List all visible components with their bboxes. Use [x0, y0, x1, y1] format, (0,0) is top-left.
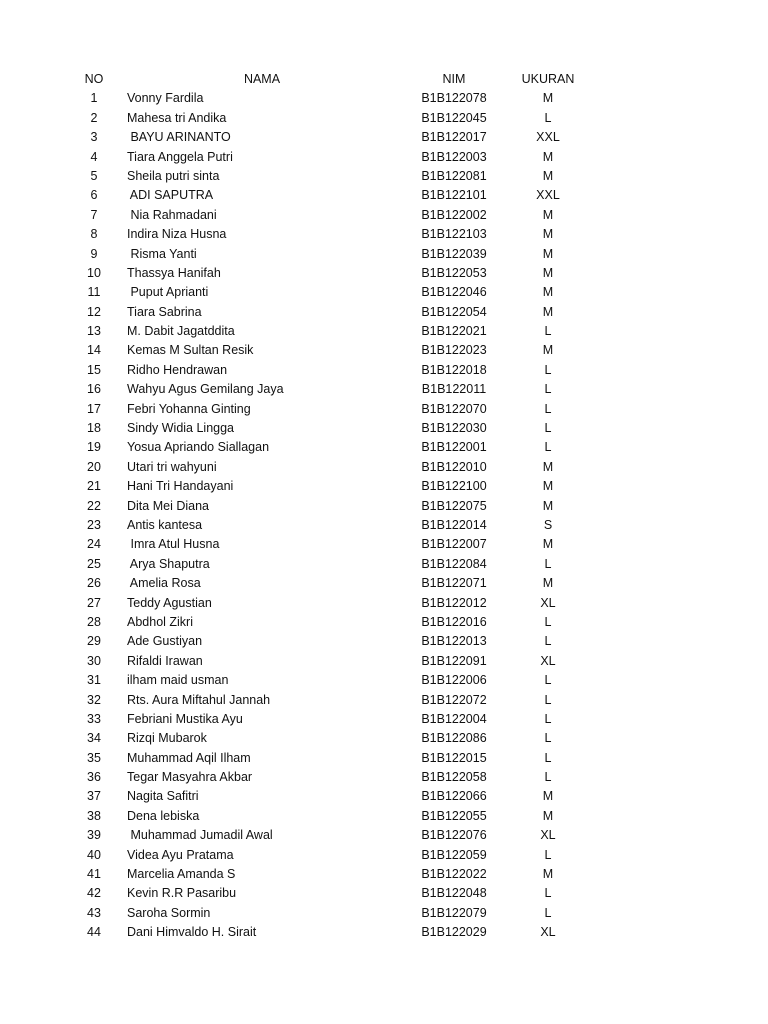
cell-no: 41	[87, 867, 101, 882]
cell-ukuran: M	[542, 537, 554, 552]
size-list-table	[0, 70, 768, 943]
cell-ukuran: M	[542, 576, 554, 591]
table-row	[0, 497, 768, 516]
table-row	[0, 865, 768, 884]
cell-ukuran: L	[544, 731, 552, 746]
cell-nama: ilham maid usman	[127, 673, 229, 688]
cell-nama: Arya Shaputra	[127, 556, 210, 571]
cell-no: 39	[87, 828, 101, 843]
cell-ukuran: M	[542, 459, 554, 474]
cell-nim: B1B122017	[421, 130, 487, 145]
cell-nama: M. Dabit Jagatddita	[127, 324, 235, 339]
table-header-row	[0, 70, 768, 89]
table-row	[0, 807, 768, 826]
table-row	[0, 594, 768, 613]
cell-nama: Antis kantesa	[127, 517, 203, 532]
cell-nim: B1B122072	[421, 692, 487, 707]
cell-no: 4	[90, 149, 98, 164]
cell-ukuran: XXL	[536, 188, 560, 203]
table-row	[0, 691, 768, 710]
cell-no: 33	[87, 711, 101, 726]
table-row	[0, 671, 768, 690]
cell-nim: B1B122103	[421, 227, 487, 242]
cell-nama: Vonny Fardila	[127, 91, 204, 106]
cell-ukuran: XL	[540, 653, 556, 668]
cell-ukuran: M	[542, 285, 554, 300]
cell-nama: Sheila putri sinta	[127, 168, 220, 183]
cell-nama: Imra Atul Husna	[127, 537, 220, 552]
cell-ukuran: L	[544, 401, 552, 416]
cell-ukuran: L	[544, 634, 552, 649]
cell-nim: B1B122048	[421, 886, 487, 901]
cell-ukuran: L	[544, 886, 552, 901]
cell-nama: Tiara Anggela Putri	[127, 149, 233, 164]
cell-nama: Videa Ayu Pratama	[127, 847, 234, 862]
cell-nim: B1B122006	[421, 673, 487, 688]
table-row	[0, 341, 768, 360]
cell-nim: B1B122014	[421, 517, 487, 532]
table-row	[0, 846, 768, 865]
cell-nim: B1B122046	[421, 285, 487, 300]
cell-no: 26	[87, 576, 101, 591]
table-body	[0, 89, 768, 942]
cell-ukuran: L	[544, 905, 552, 920]
cell-no: 19	[87, 440, 101, 455]
cell-nim: B1B122076	[421, 828, 487, 843]
cell-nim: B1B122003	[421, 149, 487, 164]
cell-nama: Ade Gustiyan	[127, 634, 203, 649]
cell-ukuran: L	[544, 750, 552, 765]
cell-nim: B1B122004	[421, 711, 487, 726]
cell-nim: B1B122079	[421, 905, 487, 920]
cell-nama: Saroha Sormin	[127, 905, 211, 920]
table-row	[0, 438, 768, 457]
cell-nama: Mahesa tri Andika	[127, 110, 227, 125]
cell-nim: B1B122101	[421, 188, 487, 203]
cell-no: 18	[87, 421, 101, 436]
cell-nama: Hani Tri Handayani	[127, 479, 234, 494]
cell-nim: B1B122001	[421, 440, 487, 455]
cell-ukuran: XL	[540, 828, 556, 843]
cell-no: 34	[87, 731, 101, 746]
cell-ukuran: M	[542, 498, 554, 513]
cell-nim: B1B122091	[421, 653, 487, 668]
cell-nim: B1B122010	[421, 459, 487, 474]
cell-no: 17	[87, 401, 101, 416]
table-row	[0, 574, 768, 593]
cell-nim: B1B122016	[421, 614, 487, 629]
cell-no: 22	[87, 498, 101, 513]
cell-nama: Risma Yanti	[127, 246, 197, 261]
header-no: NO	[84, 72, 104, 86]
cell-ukuran: L	[544, 382, 552, 397]
cell-no: 27	[87, 595, 101, 610]
cell-ukuran: XL	[540, 925, 556, 940]
cell-ukuran: M	[542, 91, 554, 106]
table-row	[0, 186, 768, 205]
cell-nim: B1B122054	[421, 304, 487, 319]
cell-ukuran: L	[544, 770, 552, 785]
header-nim: NIM	[442, 72, 466, 86]
cell-nama: Nia Rahmadani	[127, 207, 217, 222]
table-row	[0, 225, 768, 244]
cell-no: 15	[87, 362, 101, 377]
cell-no: 38	[87, 808, 101, 823]
cell-nama: Wahyu Agus Gemilang Jaya	[127, 382, 284, 397]
table-row	[0, 632, 768, 651]
cell-no: 8	[90, 227, 98, 242]
table-row	[0, 148, 768, 167]
cell-nama: Nagita Safitri	[127, 789, 199, 804]
table-row	[0, 516, 768, 535]
table-row	[0, 787, 768, 806]
cell-nama: BAYU ARINANTO	[127, 130, 231, 145]
header-nama: NAMA	[243, 72, 281, 86]
table-row	[0, 749, 768, 768]
cell-nama: Tiara Sabrina	[127, 304, 202, 319]
cell-nim: B1B122081	[421, 168, 487, 183]
cell-ukuran: M	[542, 168, 554, 183]
cell-nim: B1B122018	[421, 362, 487, 377]
cell-ukuran: L	[544, 692, 552, 707]
cell-nama: Rizqi Mubarok	[127, 731, 207, 746]
table-row	[0, 361, 768, 380]
cell-no: 13	[87, 324, 101, 339]
cell-ukuran: M	[542, 343, 554, 358]
cell-ukuran: M	[542, 304, 554, 319]
cell-nama: Ridho Hendrawan	[127, 362, 228, 377]
table-row	[0, 109, 768, 128]
cell-nama: Dita Mei Diana	[127, 498, 209, 513]
cell-ukuran: M	[542, 227, 554, 242]
table-row	[0, 923, 768, 942]
cell-no: 11	[87, 285, 101, 300]
cell-nim: B1B122066	[421, 789, 487, 804]
cell-no: 30	[87, 653, 101, 668]
cell-nama: Rts. Aura Miftahul Jannah	[127, 692, 271, 707]
cell-nim: B1B122045	[421, 110, 487, 125]
table-row	[0, 652, 768, 671]
cell-nama: Sindy Widia Lingga	[127, 421, 235, 436]
cell-nim: B1B122015	[421, 750, 487, 765]
cell-no: 29	[87, 634, 101, 649]
cell-ukuran: M	[542, 479, 554, 494]
cell-no: 16	[87, 382, 101, 397]
cell-nama: Muhammad Aqil Ilham	[127, 750, 251, 765]
cell-no: 25	[87, 556, 101, 571]
cell-nama: Puput Aprianti	[127, 285, 209, 300]
cell-no: 23	[87, 517, 101, 532]
cell-no: 24	[87, 537, 101, 552]
table-row	[0, 729, 768, 748]
cell-no: 1	[90, 91, 98, 106]
table-row	[0, 535, 768, 554]
cell-ukuran: L	[544, 110, 552, 125]
cell-ukuran: XL	[540, 595, 556, 610]
table-row	[0, 303, 768, 322]
table-row	[0, 419, 768, 438]
cell-nim: B1B122059	[421, 847, 487, 862]
table-row	[0, 710, 768, 729]
table-row	[0, 89, 768, 108]
cell-no: 2	[90, 110, 98, 125]
cell-nim: B1B122022	[421, 867, 487, 882]
cell-ukuran: L	[544, 614, 552, 629]
cell-nama: Dena lebiska	[127, 808, 200, 823]
cell-ukuran: L	[544, 324, 552, 339]
cell-nim: B1B122007	[421, 537, 487, 552]
cell-no: 32	[87, 692, 101, 707]
table-row	[0, 458, 768, 477]
cell-no: 44	[87, 925, 101, 940]
table-row	[0, 380, 768, 399]
table-row	[0, 613, 768, 632]
cell-no: 5	[90, 168, 98, 183]
cell-nama: Kemas M Sultan Resik	[127, 343, 254, 358]
cell-nim: B1B122053	[421, 265, 487, 280]
cell-no: 3	[90, 130, 98, 145]
cell-ukuran: M	[542, 149, 554, 164]
cell-nim: B1B122023	[421, 343, 487, 358]
cell-nim: B1B122058	[421, 770, 487, 785]
cell-nim: B1B122011	[421, 382, 487, 397]
cell-no: 43	[87, 905, 101, 920]
cell-nim: B1B122100	[421, 479, 487, 494]
cell-no: 40	[87, 847, 101, 862]
cell-no: 6	[90, 188, 98, 203]
table-row	[0, 128, 768, 147]
cell-ukuran: L	[544, 847, 552, 862]
cell-ukuran: S	[543, 517, 553, 532]
cell-ukuran: L	[544, 673, 552, 688]
table-row	[0, 400, 768, 419]
cell-nama: Abdhol Zikri	[127, 614, 193, 629]
cell-no: 31	[87, 673, 101, 688]
cell-ukuran: L	[544, 440, 552, 455]
cell-no: 20	[87, 459, 101, 474]
cell-ukuran: L	[544, 362, 552, 377]
cell-nim: B1B122002	[421, 207, 487, 222]
cell-ukuran: M	[542, 867, 554, 882]
cell-no: 9	[90, 246, 98, 261]
cell-nim: B1B122078	[421, 91, 487, 106]
cell-nim: B1B122075	[421, 498, 487, 513]
cell-nim: B1B122029	[421, 925, 487, 940]
cell-nim: B1B122071	[421, 576, 487, 591]
table-row	[0, 884, 768, 903]
cell-nama: Febri Yohanna Ginting	[127, 401, 251, 416]
cell-nim: B1B122030	[421, 421, 487, 436]
table-row	[0, 264, 768, 283]
cell-no: 14	[87, 343, 101, 358]
cell-ukuran: L	[544, 421, 552, 436]
cell-ukuran: L	[544, 556, 552, 571]
table-row	[0, 826, 768, 845]
cell-nama: Amelia Rosa	[127, 576, 201, 591]
cell-nama: Marcelia Amanda S	[127, 867, 236, 882]
cell-nama: Muhammad Jumadil Awal	[127, 828, 273, 843]
cell-nama: Thassya Hanifah	[127, 265, 221, 280]
cell-no: 28	[87, 614, 101, 629]
table-row	[0, 768, 768, 787]
cell-nama: Indira Niza Husna	[127, 227, 227, 242]
cell-ukuran: M	[542, 207, 554, 222]
cell-nama: Yosua Apriando Siallagan	[127, 440, 270, 455]
cell-ukuran: L	[544, 711, 552, 726]
table-row	[0, 245, 768, 264]
header-ukuran: UKURAN	[521, 72, 575, 86]
cell-nama: Teddy Agustian	[127, 595, 212, 610]
cell-ukuran: M	[542, 789, 554, 804]
cell-no: 42	[87, 886, 101, 901]
cell-nim: B1B122084	[421, 556, 487, 571]
cell-nama: Rifaldi Irawan	[127, 653, 203, 668]
cell-nama: Tegar Masyahra Akbar	[127, 770, 253, 785]
cell-no: 35	[87, 750, 101, 765]
cell-nim: B1B122070	[421, 401, 487, 416]
table-row	[0, 477, 768, 496]
table-row	[0, 904, 768, 923]
cell-ukuran: M	[542, 246, 554, 261]
cell-nama: Febriani Mustika Ayu	[127, 711, 243, 726]
cell-no: 21	[87, 479, 101, 494]
cell-nim: B1B122055	[421, 808, 487, 823]
cell-nama: Kevin R.R Pasaribu	[127, 886, 237, 901]
cell-nama: ADI SAPUTRA	[127, 188, 214, 203]
cell-nim: B1B122012	[421, 595, 487, 610]
cell-nim: B1B122039	[421, 246, 487, 261]
cell-ukuran: XXL	[536, 130, 560, 145]
cell-no: 7	[90, 207, 98, 222]
table-row	[0, 283, 768, 302]
cell-no: 12	[87, 304, 101, 319]
table-row	[0, 555, 768, 574]
cell-nama: Utari tri wahyuni	[127, 459, 217, 474]
cell-nim: B1B122021	[421, 324, 487, 339]
cell-no: 10	[87, 265, 101, 280]
table-row	[0, 206, 768, 225]
cell-ukuran: M	[542, 265, 554, 280]
cell-no: 37	[87, 789, 101, 804]
cell-no: 36	[87, 770, 101, 785]
cell-ukuran: M	[542, 808, 554, 823]
table-row	[0, 167, 768, 186]
cell-nim: B1B122086	[421, 731, 487, 746]
cell-nama: Dani Himvaldo H. Sirait	[127, 925, 257, 940]
table-row	[0, 322, 768, 341]
cell-nim: B1B122013	[421, 634, 487, 649]
